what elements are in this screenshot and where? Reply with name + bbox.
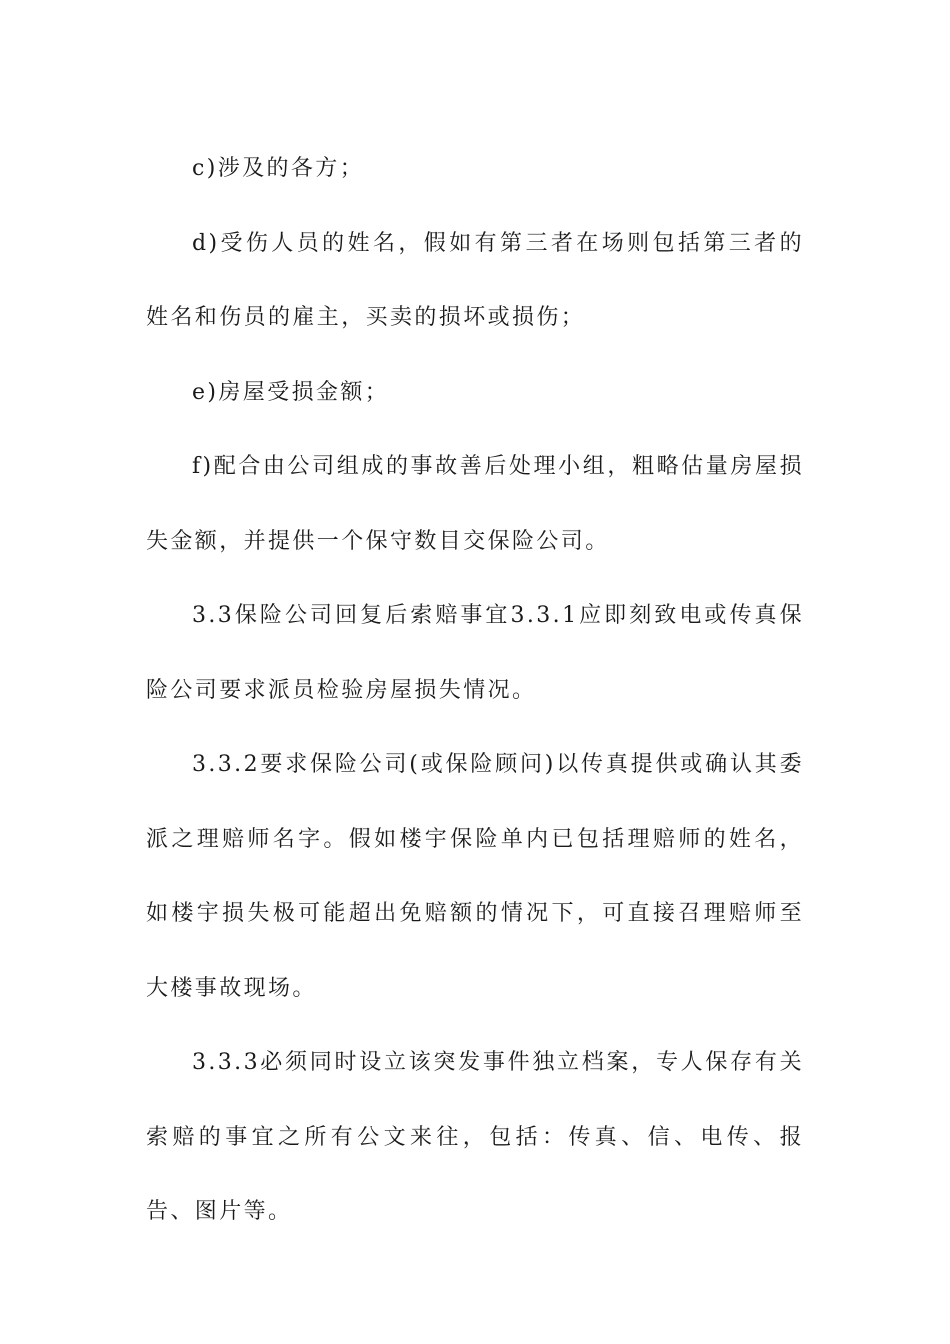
paragraph-aftermath-team: f)配合由公司组成的事故善后处理小组，粗略估量房屋损失金额，并提供一个保守数目交保险公司。 — [146, 454, 804, 554]
paragraph-involved-parties: c)涉及的各方； — [192, 156, 365, 181]
paragraph-injured-persons: d)受伤人员的姓名，假如有第三者在场则包括第三者的姓名和伤员的雇主，买卖的损坏或损伤； — [146, 230, 804, 330]
paragraph-section-3-3-3: 3.3.3必须同时设立该突发事件独立档案，专人保存有关索赔的事宜之所有公文来往，包括：传真、信、电传、报告、图片等。 — [146, 1050, 804, 1224]
paragraph-damage-amount: e)房屋受损金额； — [192, 379, 390, 405]
paragraph-section-3-3: 3.3保险公司回复后索赔事宜3.3.1应即刻致电或传真保险公司要求派员检验房屋损失情况。 — [146, 603, 804, 703]
paragraph-section-3-3-2: 3.3.2要求保险公司(或保险顾问)以传真提供或确认其委派之理赔师名字。假如楼宇保险单内已包括理赔师的姓名，如楼宇损失极可能超出免赔额的情况下，可直接召理赔师至大楼事故现场。 — [146, 752, 804, 1001]
